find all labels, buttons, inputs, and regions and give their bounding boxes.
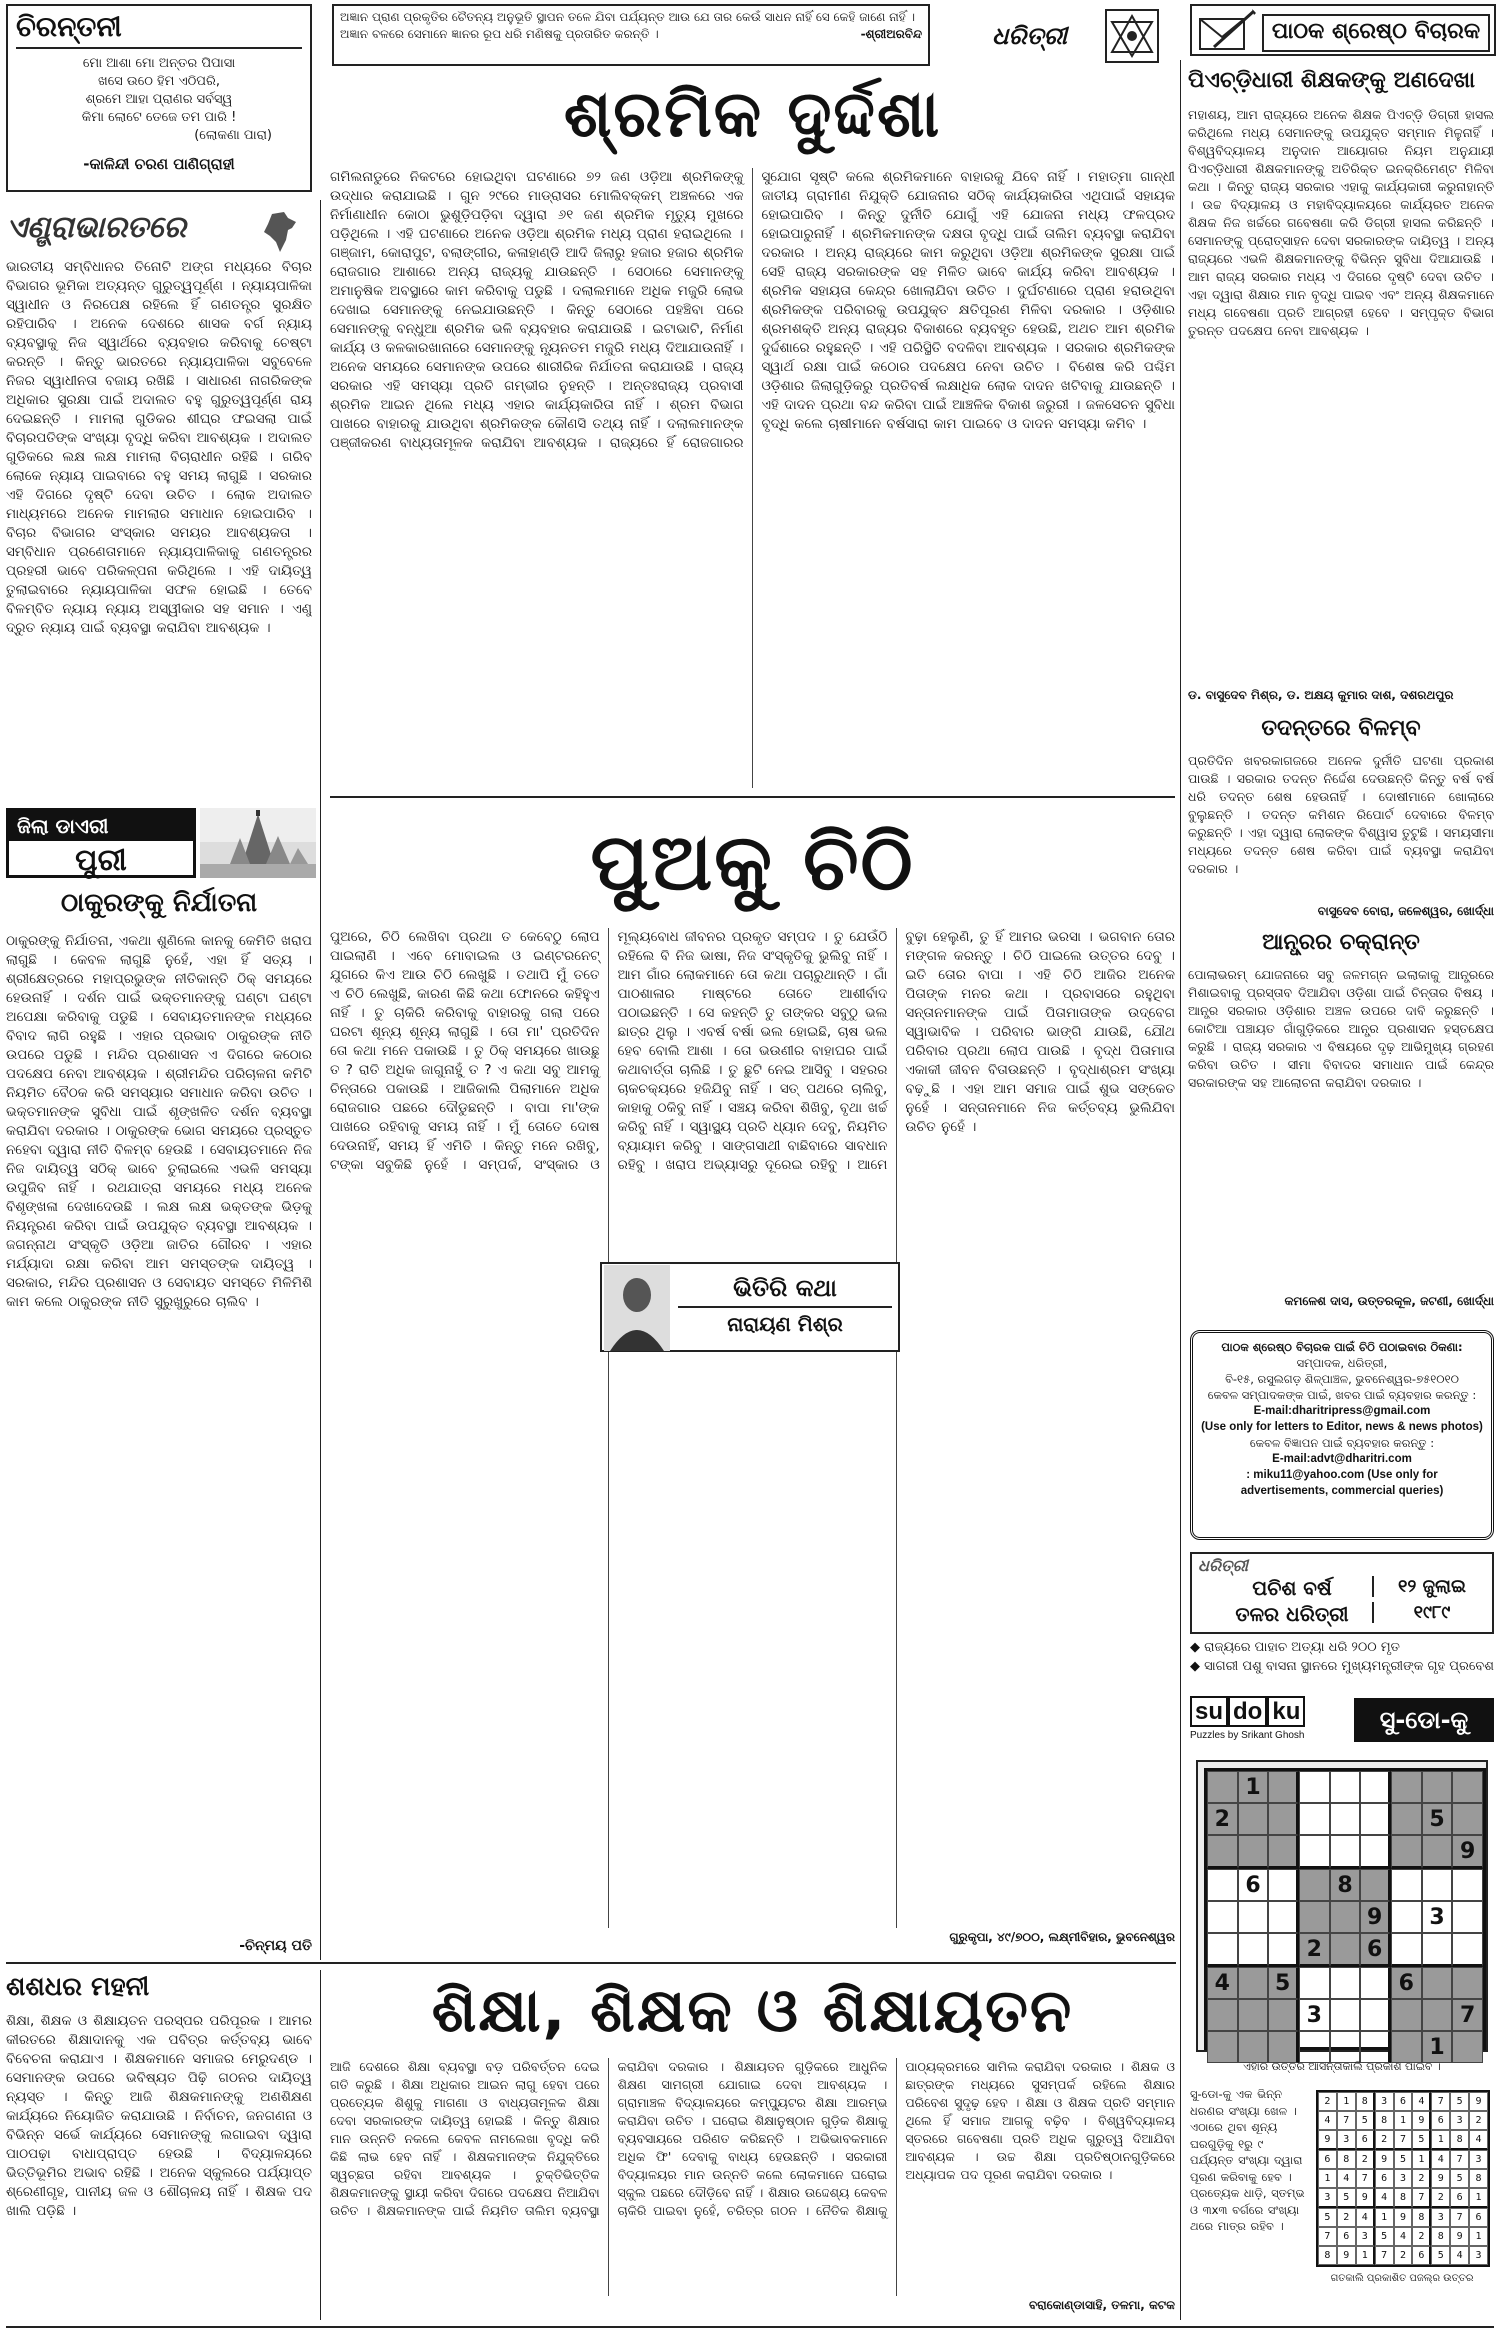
- masthead-logo-text: ଧରିତ୍ରୀ: [992, 22, 1067, 50]
- sudoku-solution-cell: 3: [1356, 2227, 1375, 2246]
- sudoku-solution-cell: 5: [1394, 2150, 1413, 2169]
- district-diary-body: ଠାକୁରଙ୍କୁ ନିର୍ଯାତନା, ଏକଥା ଶୁଣିଲେ କାନକୁ କେମିତି ଖରାପ ଲାଗୁଛି । କେବଳ ଲାଗୁଛି ନୁହେଁ, ଏହା ହିଁ ସତ୍ୟ । ଶ୍ରୀକ୍ଷେତ୍ରରେ ମହାପ୍ରଭୁଙ୍କ ନୀତିକାନ୍ତି ଠିକ୍ ସମୟରେ ହେଉନାହିଁ । ଦର୍ଶନ ପାଇଁ ଭକ୍ତମାନଙ୍କୁ ଘଣ୍ଟା ଘଣ୍ଟା ଅପେକ୍ଷା କରିବାକୁ ପଡୁଛି । ସେବାୟତମାନଙ୍କ ମଧ୍ୟରେ ବିବାଦ ଲାଗି ରହୁଛି । ଏହାର ପ୍ରଭାବ ଠାକୁରଙ୍କ ନୀତି ଉପରେ ପଡୁଛି । ମନ୍ଦିର ପ୍ରଶାସନ ଏ ଦିଗରେ କଠୋର ପଦକ୍ଷେପ ନେବା ଆବଶ୍ୟକ । ଶ୍ରୀମନ୍ଦିର ପରିଚାଳନା କମିଟି ନିୟମିତ ବୈଠକ କରି ସମସ୍ୟାର ସମାଧାନ କରିବା ଉଚିତ । ଭକ୍ତମାନଙ୍କ ସୁବିଧା ପାଇଁ ଶୃଙ୍ଖଳିତ ଦର୍ଶନ ବ୍ୟବସ୍ଥା କରାଯିବା ଦରକାର । ଠାକୁରଙ୍କ ଭୋଗ ସମୟରେ ପ୍ରସ୍ତୁତ ନହେବା ଦ୍ୱାରା ନୀତି ବିଳମ୍ବ ହେଉଛି । ସେବାୟତମାନେ ନିଜ ନିଜ ଦାୟିତ୍ୱ ସଠିକ୍ ଭାବେ ତୁଲାଇଲେ ଏଭଳି ସମସ୍ୟା ଉପୁଜିବ ନାହିଁ । ରଥଯାତ୍ରା ସମୟରେ ମଧ୍ୟ ଅନେକ ବିଶୃଙ୍ଖଳା ଦେଖାଦେଉଛି । ଲକ୍ଷ ଲକ୍ଷ ଭକ୍ତଙ୍କ ଭିଡ଼କୁ ନିୟନ୍ତ୍ରଣ କରିବା ପାଇଁ ଉପଯୁକ୍ତ ବ୍ୟବସ୍ଥା ଆବଶ୍ୟକ । ଜଗନ୍ନାଥ ସଂସ୍କୃତି ଓଡ଼ିଆ ଜାତିର ଗୌରବ । ଏହାର ମର୍ଯ୍ୟାଦା ରକ୍ଷା କରିବା ଆମ ସମସ୍ତଙ୍କ ଦାୟିତ୍ୱ । ସରକାର, ମନ୍ଦିର ପ୍ରଶାସନ ଓ ସେବାୟତ ସମସ୍ତେ ମିଳିମିଶି କାମ କଲେ ଠାକୁରଙ୍କ ନୀତି ସୁରୁଖୁରୁରେ ଚାଲିବ ।: [6, 933, 312, 1310]
- sudoku-solution-cell: 8: [1469, 2169, 1488, 2188]
- sudoku-solution-cell: 6: [1375, 2169, 1394, 2188]
- sudoku-cell[interactable]: [1268, 1771, 1299, 1803]
- sudoku-solution-cell: 7: [1450, 2150, 1469, 2169]
- sudoku-cell[interactable]: [1268, 1869, 1299, 1901]
- sudoku-credit: Puzzles by Srikant Ghosh: [1190, 1730, 1305, 1741]
- sudoku-solution-cell: 6: [1318, 2150, 1337, 2169]
- sudoku-solution-cell: 8: [1375, 2111, 1394, 2130]
- sudoku-solution-cell: 1: [1431, 2130, 1450, 2150]
- sudoku-cell[interactable]: [1422, 1933, 1453, 1967]
- article-divider: [330, 796, 1175, 798]
- article-3-body: ଆଜି ଦେଶରେ ଶିକ୍ଷା ବ୍ୟବସ୍ଥା ବଡ଼ ପରିବର୍ତ୍ତନ ଦେଇ ଗତି କରୁଛି । ଶିକ୍ଷା ଅଧିକାର ଆଇନ ଲାଗୁ ହେବା ପରେ ପ୍ରତ୍ୟେକ ଶିଶୁକୁ ମାଗଣା ଓ ବାଧ୍ୟତାମୂଳକ ଶିକ୍ଷା ଦେବା ସରକାରଙ୍କ ଦାୟିତ୍ୱ ହୋଇଛି । କିନ୍ତୁ ଶିକ୍ଷାର ମାନ ଉନ୍ନତି ନକଲେ କେବଳ ନାମଲେଖା ବୃଦ୍ଧି କରି କିଛି ଲାଭ ହେବ ନାହିଁ । ଶିକ୍ଷକମାନଙ୍କ ନିଯୁକ୍ତିରେ ସ୍ୱଚ୍ଛତା ରହିବା ଆବଶ୍ୟକ । ଚୁକ୍ତିଭିତ୍ତିକ ଶିକ୍ଷକମାନଙ୍କୁ ସ୍ଥାୟୀ କରିବା ଦିଗରେ ପଦକ୍ଷେପ ନିଆଯିବା ଉଚିତ । ଶିକ୍ଷକମାନଙ୍କ ପାଇଁ ନିୟମିତ ତାଲିମ ବ୍ୟବସ୍ଥା କରାଯିବା ଦରକାର । ଶିକ୍ଷାୟତନ ଗୁଡ଼ିକରେ ଆଧୁନିକ ଶିକ୍ଷଣ ସାମଗ୍ରୀ ଯୋଗାଇ ଦେବା ଆବଶ୍ୟକ । ଗ୍ରାମାଞ୍ଚଳ ବିଦ୍ୟାଳୟରେ କମ୍ପ୍ୟୁଟର ଶିକ୍ଷା ଆରମ୍ଭ କରାଯିବା ଉଚିତ । ଘରୋଇ ଶିକ୍ଷାନୁଷ୍ଠାନ ଗୁଡ଼ିକ ଶିକ୍ଷାକୁ ବ୍ୟବସାୟରେ ପରିଣତ କରିଛନ୍ତି । ଅଭିଭାବକମାନେ ଅଧିକ ଫି' ଦେବାକୁ ବାଧ୍ୟ ହେଉଛନ୍ତି । ସରକାରୀ ବିଦ୍ୟାଳୟର ମାନ ଉନ୍ନତି କଲେ ଲୋକମାନେ ଘରୋଇ ସ୍କୁଲ ପଛରେ ଦୌଡ଼ିବେ ନାହିଁ । ଶିକ୍ଷାର ଉଦ୍ଦେଶ୍ୟ କେବଳ ଚାକିରି ପାଇବା ନୁହେଁ, ଚରିତ୍ର ଗଠନ । ନୈତିକ ଶିକ୍ଷାକୁ ପାଠ୍ୟକ୍ରମରେ ସାମିଲ କରାଯିବା ଦରକାର । ଶିକ୍ଷକ ଓ ଛାତ୍ରଙ୍କ ମଧ୍ୟରେ ସୁସମ୍ପର୍କ ରହିଲେ ଶିକ୍ଷାର ପରିବେଶ ସୁଦୃଢ଼ ହେବ । ଶିକ୍ଷା ଓ ଶିକ୍ଷକ ପ୍ରତି ସମ୍ମାନ ଥିଲେ ହିଁ ସମାଜ ଆଗକୁ ବଢ଼ିବ । ବିଶ୍ୱବିଦ୍ୟାଳୟ ସ୍ତରରେ ଗବେଷଣା ପ୍ରତି ଅଧିକ ଗୁରୁତ୍ୱ ଦିଆଯିବା ଆବଶ୍ୟକ । ଉଚ୍ଚ ଶିକ୍ଷା ପ୍ରତିଷ୍ଠାନଗୁଡ଼ିକରେ ଅଧ୍ୟାପକ ପଦ ପୂରଣ କରାଯିବା ଦରକାର ।: [330, 2059, 1175, 2218]
- sudoku-solution-cell: 5: [1431, 2246, 1450, 2265]
- sudoku-header: [1190, 1698, 1494, 1750]
- sudoku-cell[interactable]: [1207, 1933, 1238, 1967]
- sudoku-cell[interactable]: [1238, 1967, 1269, 1999]
- contact-box: [1190, 1330, 1494, 1540]
- sudoku-solution-cell: 9: [1337, 2246, 1356, 2265]
- sudoku-cell[interactable]: 3: [1422, 1901, 1453, 1933]
- sudoku-cell[interactable]: 2: [1207, 1803, 1238, 1835]
- article-2-headline: ପୁଅକୁ ଚିଠି: [590, 818, 915, 908]
- sudoku-solution-cell: 9: [1450, 2227, 1469, 2246]
- sudoku-solution-cell: 2: [1412, 2227, 1431, 2246]
- sudoku-solution-cell: 6: [1412, 2246, 1431, 2265]
- poem-line: ଖସେ ଉଠେ ହିମ ଏଠିପରି,: [98, 74, 220, 89]
- sudoku-solution-cell: 2: [1337, 2208, 1356, 2227]
- article-2-body: ପୁଅରେ, ଚିଠି ଲେଖିବା ପ୍ରଥା ତ କେବେଠୁ ଲୋପ ପାଇଲାଣି । ଏବେ ମୋବାଇଲ ଓ ଇଣ୍ଟରନେଟ୍ ଯୁଗରେ କିଏ ଆଉ ଚିଠି ଲେଖୁଛି । ତଥାପି ମୁଁ ତତେ ଏ ଚିଠି ଲେଖୁଛି, କାରଣ କିଛି କଥା ଫୋନରେ କହିହୁଏ ନାହିଁ । ତୁ ଚାକିରି କରିବାକୁ ବାହାରକୁ ଗଲା ପରେ ଘରଟା ଶୂନ୍ୟ ଶୂନ୍ୟ ଲାଗୁଛି । ତୋ ମା' ପ୍ରତିଦିନ ତୋ କଥା ମନେ ପକାଉଛି । ତୁ ଠିକ୍ ସମୟରେ ଖାଉଛୁ ତ ? ରାତି ଅଧିକ ଜାଗୁନାହୁଁ ତ ? ଏ କଥା ସବୁ ଆମକୁ ଚିନ୍ତାରେ ପକାଉଛି । ଆଜିକାଲି ପିଲାମାନେ ଅଧିକ ରୋଜଗାର ପଛରେ ଦୌଡୁଛନ୍ତି । ବାପା ମା'ଙ୍କ ପାଖରେ ରହିବାକୁ ସମୟ ନାହିଁ । ମୁଁ ତୋତେ ଦୋଷ ଦେଉନାହିଁ, ସମୟ ହିଁ ଏମିତି । କିନ୍ତୁ ମନେ ରଖିବୁ, ଟଙ୍କା ସବୁକିଛି ନୁହେଁ । ସମ୍ପର୍କ, ସଂସ୍କାର ଓ ମୂଲ୍ୟବୋଧ ଜୀବନର ପ୍ରକୃତ ସମ୍ପଦ । ତୁ ଯେଉଁଠି ରହିଲେ ବି ନିଜ ଭାଷା, ନିଜ ସଂସ୍କୃତିକୁ ଭୁଲିବୁ ନାହିଁ । ଆମ ଗାଁର ଲୋକମାନେ ତୋ କଥା ପଚାରୁଥାନ୍ତି । ଗାଁ ପାଠଶାଳାର ମାଷ୍ଟରେ ତୋତେ ଆଶୀର୍ବାଦ ପଠାଇଛନ୍ତି । ସେ କହନ୍ତି ତୁ ତାଙ୍କର ସବୁଠୁ ଭଲ ଛାତ୍ର ଥିଲୁ । ଏବର୍ଷ ବର୍ଷା ଭଲ ହୋଇଛି, ଚାଷ ଭଲ ହେବ ବୋଲି ଆଶା । ତୋ ଭଉଣୀର ବାହାଘର ପାଇଁ କଥାବାର୍ତ୍ତା ଚାଲିଛି । ତୁ ଛୁଟି ନେଇ ଆସିବୁ । ସହରର ଚାକଚକ୍ୟରେ ହଜିଯିବୁ ନାହିଁ । ସତ୍ ପଥରେ ଚାଲିବୁ, କାହାକୁ ଠକିବୁ ନାହିଁ । ସଞ୍ଚୟ କରିବା ଶିଖିବୁ, ବୃଥା ଖର୍ଚ୍ଚ କରିବୁ ନାହିଁ । ସ୍ୱାସ୍ଥ୍ୟ ପ୍ରତି ଧ୍ୟାନ ଦେବୁ, ନିୟମିତ ବ୍ୟାୟାମ କରିବୁ । ସାଙ୍ଗସାଥୀ ବାଛିବାରେ ସାବଧାନ ରହିବୁ । ଖରାପ ଅଭ୍ୟାସରୁ ଦୂରେଇ ରହିବୁ । ଆମେ ବୁଢ଼ା ହେଲୁଣି, ତୁ ହିଁ ଆମର ଭରସା । ଭଗବାନ ତୋର ମଙ୍ଗଳ କରନ୍ତୁ । ଚିଠି ପାଇଲେ ଉତ୍ତର ଦେବୁ । ଇତି ତୋର ବାପା । ଏହି ଚିଠି ଆଜିର ଅନେକ ପିତାଙ୍କ ମନର କଥା । ପ୍ରବାସରେ ରହୁଥିବା ସନ୍ତାନମାନଙ୍କ ପାଇଁ ପିତାମାତାଙ୍କ ଉଦ୍‌ବେଗ ସ୍ୱାଭାବିକ । ପରିବାର ଭାଙ୍ଗି ଯାଉଛି, ଯୌଥ ପରିବାର ପ୍ରଥା ଲୋପ ପାଉଛି । ବୃଦ୍ଧ ପିତାମାତା ଏକାକୀ ଜୀବନ ବିତାଉଛନ୍ତି । ବୃଦ୍ଧାଶ୍ରମ ସଂଖ୍ୟା ବଢ଼ୁଛି । ଏହା ଆମ ସମାଜ ପାଇଁ ଶୁଭ ସଙ୍କେତ ନୁହେଁ । ସନ୍ତାନମାନେ ନିଜ କର୍ତ୍ତବ୍ୟ ଭୁଲିଯିବା ଉଚିତ ନୁହେଁ ।: [330, 929, 1175, 1173]
- article-2-address: ଗୁରୁକୃପା, ୪୯/୭୦୦, ଲକ୍ଷ୍ମୀବିହାର, ଭୁବନେଶ୍ୱର: [949, 1930, 1175, 1944]
- sudoku-solution-cell: 6: [1356, 2130, 1375, 2150]
- sudoku-solution-cell: 7: [1356, 2169, 1375, 2188]
- sudoku-solution-cell: 6: [1431, 2111, 1450, 2130]
- sudoku-solution-cell: 9: [1394, 2208, 1413, 2227]
- sudoku-cell[interactable]: [1330, 1771, 1361, 1803]
- sudoku-solution-cell: 4: [1412, 2092, 1431, 2111]
- district-diary-label: ଜିଲା ଡାଏରୀ: [9, 811, 193, 841]
- sudoku-cell[interactable]: [1391, 1835, 1422, 1869]
- sudoku-cell[interactable]: [1330, 1835, 1361, 1869]
- sudoku-solution-cell: 5: [1356, 2111, 1375, 2130]
- sudoku-cell[interactable]: 6: [1238, 1869, 1269, 1901]
- sudoku-solution-cell: 5: [1450, 2092, 1469, 2111]
- contact-line: ପାଠକ ଶ୍ରେଷ୍ଠ ବିଚାରକ ପାଇଁ ଚିଠି ପଠାଇବାର ଠିକଣା:: [1221, 1340, 1463, 1354]
- letter-2-author: ବାସୁଦେବ ବୋରା, ଜଳେଶ୍ୱର, ଖୋର୍ଦ୍ଧା: [1317, 904, 1494, 918]
- poem-line: କିମା ଲୋଟେ ତେଜେ ତମ ପାରି !: [81, 110, 237, 125]
- sudoku-cell[interactable]: [1299, 1771, 1330, 1803]
- sudoku-cell[interactable]: [1452, 1901, 1483, 1933]
- sudoku-cell[interactable]: 5: [1268, 1967, 1299, 1999]
- sudoku-solution-cell: 9: [1375, 2150, 1394, 2169]
- sudoku-solution-cell: 8: [1394, 2188, 1413, 2208]
- column-author-box: [600, 1262, 900, 1352]
- sudoku-cell[interactable]: [1299, 2031, 1330, 2063]
- sudoku-solution-cell: 3: [1450, 2111, 1469, 2130]
- sudoku-cell[interactable]: [1238, 1835, 1269, 1869]
- sudoku-solution-cell: 2: [1394, 2246, 1413, 2265]
- sudoku-cell[interactable]: [1268, 1835, 1299, 1869]
- sudoku-solution-cell: 6: [1337, 2227, 1356, 2246]
- contact-line: ସମ୍ପାଦକ, ଧରିତ୍ରୀ,: [1296, 1356, 1388, 1370]
- sudoku-solution-cell: 7: [1412, 2188, 1431, 2208]
- sudoku-solution-cell: 1: [1375, 2208, 1394, 2227]
- sudoku-solution-cell: 5: [1318, 2208, 1337, 2227]
- letter-2-headline: ତଦନ୍ତରେ ବିଳମ୍ବ: [1261, 716, 1421, 741]
- sudoku-brand-part: do: [1228, 1696, 1267, 1727]
- sudoku-cell[interactable]: [1360, 1835, 1391, 1869]
- archive-logo: ଧରିତ୍ରୀ: [1198, 1556, 1248, 1575]
- sudoku-cell[interactable]: [1299, 1835, 1330, 1869]
- sudoku-cell[interactable]: [1268, 1803, 1299, 1835]
- contact-note: (Use only for letters to Editor, news & news photos): [1201, 1421, 1483, 1433]
- sudoku-solution-cell: 7: [1394, 2130, 1413, 2150]
- sudoku-cell[interactable]: [1391, 2031, 1422, 2063]
- sudoku-cell[interactable]: [1330, 1901, 1361, 1933]
- sudoku-solution-cell: 1: [1469, 2188, 1488, 2208]
- sudoku-solution-cell: 5: [1450, 2169, 1469, 2188]
- poem-box-title: ଚିରନ୍ତନୀ: [16, 10, 302, 49]
- sudoku-solution-cell: 2: [1469, 2111, 1488, 2130]
- sudoku-cell[interactable]: [1391, 1901, 1422, 1933]
- sudoku-solution-cell: 8: [1318, 2246, 1337, 2265]
- contact-line: କେବଳ ବିଜ୍ଞାପନ ପାଇଁ ବ୍ୟବହାର କରନ୍ତୁ :: [1249, 1436, 1435, 1450]
- sudoku-cell[interactable]: [1360, 1967, 1391, 1999]
- sudoku-cell[interactable]: [1391, 1999, 1422, 2031]
- sudoku-cell[interactable]: 9: [1360, 1901, 1391, 1933]
- sudoku-cell[interactable]: [1238, 1901, 1269, 1933]
- poem-line: (ଲୋକଣା ପାରା): [194, 128, 272, 143]
- sudoku-cell[interactable]: 7: [1452, 1999, 1483, 2031]
- sudoku-cell[interactable]: [1299, 1901, 1330, 1933]
- sudoku-solution-cell: 4: [1394, 2227, 1413, 2246]
- sudoku-solution-cell: 1: [1318, 2169, 1337, 2188]
- sudoku-solution-cell: 4: [1337, 2169, 1356, 2188]
- sudoku-cell[interactable]: [1391, 1803, 1422, 1835]
- sudoku-cell[interactable]: [1452, 1967, 1483, 1999]
- letter-1-body: ମହାଶୟ, ଆମ ରାଜ୍ୟରେ ଅନେକ ଶିକ୍ଷକ ପିଏଚ୍‌ଡ଼ି ଡିଗ୍ରୀ ହାସଲ କରିଥିଲେ ମଧ୍ୟ ସେମାନଙ୍କୁ ଉପଯୁକ୍ତ ସମ୍ମାନ ମିଳୁନାହିଁ । ବିଶ୍ୱବିଦ୍ୟାଳୟ ଅନୁଦାନ ଆୟୋଗର ନିୟମ ଅନୁଯାୟୀ ପିଏଚ୍‌ଡ଼ିଧାରୀ ଶିକ୍ଷକମାନଙ୍କୁ ଅତିରିକ୍ତ ଇନକ୍ରିମେଣ୍ଟ ମିଳିବା କଥା । କିନ୍ତୁ ରାଜ୍ୟ ସରକାର ଏହାକୁ କାର୍ଯ୍ୟକାରୀ କରୁନାହାନ୍ତି । ଉଚ୍ଚ ବିଦ୍ୟାଳୟ ଓ ମହାବିଦ୍ୟାଳୟରେ କାର୍ଯ୍ୟରତ ଅନେକ ଶିକ୍ଷକ ନିଜ ଖର୍ଚ୍ଚରେ ଗବେଷଣା କରି ଡିଗ୍ରୀ ହାସଲ କରିଛନ୍ତି । ସେମାନଙ୍କୁ ପ୍ରୋତ୍ସାହନ ଦେବା ସରକାରଙ୍କ ଦାୟିତ୍ୱ । ଅନ୍ୟ ରାଜ୍ୟରେ ଏଭଳି ଶିକ୍ଷକମାନଙ୍କୁ ବିଭିନ୍ନ ସୁବିଧା ଦିଆଯାଉଛି । ଆମ ରାଜ୍ୟ ସରକାର ମଧ୍ୟ ଏ ଦିଗରେ ଦୃଷ୍ଟି ଦେବା ଉଚିତ । ଏହା ଦ୍ୱାରା ଶିକ୍ଷାର ମାନ ବୃଦ୍ଧି ପାଇବ ଏବଂ ଅନ୍ୟ ଶିକ୍ଷକମାନେ ମଧ୍ୟ ଗବେଷଣା ପ୍ରତି ଆଗ୍ରହୀ ହେବେ । ସମ୍ପୃକ୍ତ ବିଭାଗ ତୁରନ୍ତ ପଦକ୍ଷେପ ନେବା ଆବଶ୍ୟକ ।: [1188, 107, 1494, 338]
- letter-1-headline: ପିଏଚ୍‌ଡ଼ିଧାରୀ ଶିକ୍ଷକଙ୍କୁ ଅଣଦେଖା: [1188, 68, 1476, 93]
- sudoku-cell[interactable]: [1452, 1771, 1483, 1803]
- sudoku-cell[interactable]: [1330, 1999, 1361, 2031]
- sudoku-solution-cell: 8: [1412, 2208, 1431, 2227]
- masthead-logo: [984, 6, 1164, 68]
- sudoku-cell[interactable]: [1207, 1835, 1238, 1869]
- sudoku-solution-cell: 8: [1450, 2130, 1469, 2150]
- archive-box: [1190, 1552, 1494, 1634]
- sudoku-cell[interactable]: [1422, 1999, 1453, 2031]
- contact-line: ବି-୧୫, ରସୁଲଗଡ଼ ଶିଳ୍ପାଞ୍ଚଳ, ଭୁବନେଶ୍ୱର-୭୫୧୦୧୦: [1225, 1372, 1459, 1386]
- sudoku-solution-cell: 9: [1356, 2188, 1375, 2208]
- sudoku-cell[interactable]: [1207, 1869, 1238, 1901]
- article-divider: [6, 1962, 1176, 1964]
- sudoku-cell[interactable]: [1299, 1967, 1330, 1999]
- sudoku-cell[interactable]: 3: [1299, 1999, 1330, 2031]
- sudoku-cell[interactable]: [1360, 1999, 1391, 2031]
- sudoku-cell[interactable]: 2: [1299, 1933, 1330, 1967]
- temple-photo: [200, 808, 316, 878]
- sudoku-solution-cell: 1: [1394, 2111, 1413, 2130]
- sudoku-solution-cell: 2: [1356, 2150, 1375, 2169]
- sudoku-cell[interactable]: [1207, 1901, 1238, 1933]
- archive-line-2: ତଳର ଧରିତ୍ରୀ: [1235, 1602, 1349, 1626]
- article-1-body: ଗମିଲନାଡୁରେ ନିକଟରେ ହୋଇଥିବା ଘଟଣାରେ ୭୨ ଜଣ ଓଡ଼ିଆ ଶ୍ରମିକଙ୍କୁ ଉଦ୍ଧାର କରାଯାଇଛି । ଗୁନ ୨୯ରେ ମାଡ୍ରାସର ମୋଲିବକ୍କମ୍ ଅଞ୍ଚଳରେ ଏକ ନିର୍ମାଣାଧୀନ କୋଠା ଭୁଶୁଡ଼ିପଡ଼ିବା ଦ୍ୱାରା ୬୧ ଜଣ ଶ୍ରମିକ ମୃତ୍ୟୁ ମୁଖରେ ପଡ଼ିଥିଲେ । ଏହି ଘଟଣାରେ ଅନେକ ଓଡ଼ିଆ ଶ୍ରମିକ ମଧ୍ୟ ପ୍ରାଣ ହରାଇଥିଲେ । ଗଞ୍ଜାମ, କୋରାପୁଟ, ବଲାଙ୍ଗୀର, କଳାହାଣ୍ଡି ଆଦି ଜିଲାରୁ ହଜାର ହଜାର ଶ୍ରମିକ ରୋଜଗାର ଆଶାରେ ଅନ୍ୟ ରାଜ୍ୟକୁ ଯାଉଛନ୍ତି । ସେଠାରେ ସେମାନଙ୍କୁ ଅମାନୁଷିକ ଅବସ୍ଥାରେ କାମ କରିବାକୁ ପଡୁଛି । ଦଲାଲମାନେ ଅଧିକ ମଜୁରି ଲୋଭ ଦେଖାଇ ସେମାନଙ୍କୁ ନେଇଯାଉଛନ୍ତି । କିନ୍ତୁ ସେଠାରେ ପହଞ୍ଚିବା ପରେ ସେମାନଙ୍କୁ ବନ୍ଧୁଆ ଶ୍ରମିକ ଭଳି ବ୍ୟବହାର କରାଯାଉଛି । ଇଟାଭାଟି, ନିର୍ମାଣ କାର୍ଯ୍ୟ ଓ କଳକାରଖାନାରେ ସେମାନଙ୍କୁ ନ୍ୟୂନତମ ମଜୁରି ମଧ୍ୟ ଦିଆଯାଉନାହିଁ । ଅନେକ ସମୟରେ ସେମାନଙ୍କ ଉପରେ ଶାରୀରିକ ନିର୍ଯାତନା କରାଯାଉଛି । ରାଜ୍ୟ ସରକାର ଏହି ସମସ୍ୟା ପ୍ରତି ଗମ୍ଭୀର ନୁହନ୍ତି । ଅନ୍ତଃରାଜ୍ୟ ପ୍ରବାସୀ ଶ୍ରମିକ ଆଇନ ଥିଲେ ମଧ୍ୟ ଏହାର କାର୍ଯ୍ୟକାରିତା ନାହିଁ । ଶ୍ରମ ବିଭାଗ ପାଖରେ ବାହାରକୁ ଯାଉଥିବା ଶ୍ରମିକଙ୍କ କୌଣସି ତଥ୍ୟ ନାହିଁ । ଦଲାଲମାନଙ୍କ ପଞ୍ଜୀକରଣ ବାଧ୍ୟତାମୂଳକ କରାଯିବା ଆବଶ୍ୟକ । ରାଜ୍ୟରେ ହିଁ ରୋଜଗାରର ସୁଯୋଗ ସୃଷ୍ଟି କଲେ ଶ୍ରମିକମାନେ ବାହାରକୁ ଯିବେ ନାହିଁ । ମହାତ୍ମା ଗାନ୍ଧୀ ଜାତୀୟ ଗ୍ରାମୀଣ ନିଯୁକ୍ତି ଯୋଜନାର ସଠିକ୍ କାର୍ଯ୍ୟକାରିତା ଏଥିପାଇଁ ସହାୟକ ହୋଇପାରିବ । କିନ୍ତୁ ଦୁର୍ନୀତି ଯୋଗୁଁ ଏହି ଯୋଜନା ମଧ୍ୟ ଫଳପ୍ରଦ ହୋଇପାରୁନାହିଁ । ଶ୍ରମିକମାନଙ୍କ ଦକ୍ଷତା ବୃଦ୍ଧି ପାଇଁ ତାଲିମ ବ୍ୟବସ୍ଥା କରାଯିବା ଦରକାର । ଅନ୍ୟ ରାଜ୍ୟରେ କାମ କରୁଥିବା ଓଡ଼ିଆ ଶ୍ରମିକଙ୍କ ସୁରକ୍ଷା ପାଇଁ ସେହି ରାଜ୍ୟ ସରକାରଙ୍କ ସହ ମିଳିତ ଭାବେ କାର୍ଯ୍ୟ କରିବା ଆବଶ୍ୟକ । ଶ୍ରମିକ ସହାୟତା କେନ୍ଦ୍ର ଖୋଲାଯିବା ଉଚିତ । ଦୁର୍ଘଟଣାରେ ପ୍ରାଣ ହରାଉଥିବା ଶ୍ରମିକଙ୍କ ପରିବାରକୁ ଉପଯୁକ୍ତ କ୍ଷତିପୂରଣ ମିଳିବା ଦରକାର । ଓଡ଼ିଶାର ଶ୍ରମଶକ୍ତି ଅନ୍ୟ ରାଜ୍ୟର ବିକାଶରେ ବ୍ୟବହୃତ ହେଉଛି, ଅଥଚ ଆମ ଶ୍ରମିକ ଦୁର୍ଦ୍ଦଶାରେ ରହୁଛନ୍ତି । ଏହି ପରିସ୍ଥିତି ବଦଳିବା ଆବଶ୍ୟକ । ସରକାର ଶ୍ରମିକଙ୍କ ସ୍ୱାର୍ଥ ରକ୍ଷା ପାଇଁ କଠୋର ପଦକ୍ଷେପ ନେବା ଉଚିତ । ବିଶେଷ କରି ପଶ୍ଚିମ ଓଡ଼ିଶାର ଜିଲାଗୁଡ଼ିକରୁ ପ୍ରତିବର୍ଷ ଲକ୍ଷାଧିକ ଲୋକ ଦାଦନ ଖଟିବାକୁ ଯାଉଛନ୍ତି । ଏହି ଦାଦନ ପ୍ରଥା ବନ୍ଦ କରିବା ପାଇଁ ଆଞ୍ଚଳିକ ବିକାଶ ଜରୁରୀ । ଜଳସେଚନ ସୁବିଧା ବୃଦ୍ଧି କଲେ ଚାଷୀମାନେ ବର୍ଷସାରା କାମ ପାଇବେ ଓ ଦାଦନ ସମସ୍ୟା କମିବ ।: [330, 169, 1175, 451]
- sudoku-cell[interactable]: 1: [1422, 2031, 1453, 2063]
- column-author-name: ନାରାୟଣ ମିଶ୍ର: [727, 1312, 843, 1336]
- letter-3-author: କମଳେଶ ଦାସ, ଉତ୍ତରକୂଳ, ଜଟଣୀ, ଖୋର୍ଦ୍ଧା: [1284, 1294, 1494, 1308]
- sudoku-cell[interactable]: 8: [1330, 1869, 1361, 1901]
- letter-3-headline: ଆନ୍ଧ୍ରର ଚକ୍ରାନ୍ତ: [1262, 930, 1420, 955]
- sudoku-cell[interactable]: [1452, 1933, 1483, 1967]
- sudoku-solution-cell: 3: [1375, 2092, 1394, 2111]
- sudoku-cell[interactable]: [1360, 2031, 1391, 2063]
- sudoku-cell[interactable]: 5: [1422, 1803, 1453, 1835]
- sudoku-cell[interactable]: [1238, 1803, 1269, 1835]
- sudoku-cell[interactable]: [1330, 1967, 1361, 1999]
- sudoku-brand-part: su: [1190, 1696, 1228, 1727]
- sudoku-solution-cell: 6: [1394, 2092, 1413, 2111]
- sudoku-solution-cell: 3: [1337, 2130, 1356, 2150]
- sudoku-cell[interactable]: 6: [1360, 1933, 1391, 1967]
- sudoku-cell[interactable]: [1391, 1933, 1422, 1967]
- sudoku-cell[interactable]: [1422, 1835, 1453, 1869]
- sudoku-solution-cell: 2: [1375, 2130, 1394, 2150]
- sudoku-puzzle-frame: [1196, 1760, 1488, 2060]
- column-divider: [320, 1970, 321, 2320]
- readers-header-banner: [1190, 4, 1496, 56]
- letter-2-body: ପ୍ରତିଦିନ ଖବରକାଗଜରେ ଅନେକ ଦୁର୍ନୀତି ଘଟଣା ପ୍ରକାଶ ପାଉଛି । ସରକାର ତଦନ୍ତ ନିର୍ଦ୍ଦେଶ ଦେଉଛନ୍ତି କିନ୍ତୁ ବର୍ଷ ବର୍ଷ ଧରି ତଦନ୍ତ ଶେଷ ହେଉନାହିଁ । ଦୋଷୀମାନେ ଖୋଲାରେ ବୁଲୁଛନ୍ତି । ତଦନ୍ତ କମିଶନ ରିପୋର୍ଟ ଦେବାରେ ବିଳମ୍ବ କରୁଛନ୍ତି । ଏହା ଦ୍ୱାରା ଲୋକଙ୍କ ବିଶ୍ୱାସ ତୁଟୁଛି । ସମୟସୀମା ମଧ୍ୟରେ ତଦନ୍ତ ଶେଷ କରିବା ପାଇଁ ବ୍ୟବସ୍ଥା କରାଯିବା ଦରକାର ।: [1188, 753, 1494, 876]
- sudoku-solution-cell: 5: [1337, 2188, 1356, 2208]
- sudoku-brand: [1190, 1698, 1305, 1726]
- sudoku-cell[interactable]: 6: [1391, 1967, 1422, 1999]
- sidebar-article-body: ଭାରତୀୟ ସମ୍ବିଧାନର ତିନୋଟି ଅଙ୍ଗ ମଧ୍ୟରେ ବିଚାର ବିଭାଗର ଭୂମିକା ଅତ୍ୟନ୍ତ ଗୁରୁତ୍ୱପୂର୍ଣ୍ଣ । ନ୍ୟାୟପାଳିକା ସ୍ୱାଧୀନ ଓ ନିରପେକ୍ଷ ରହିଲେ ହିଁ ଗଣତନ୍ତ୍ର ସୁରକ୍ଷିତ ରହିପାରିବ । ଅନେକ ଦେଶରେ ଶାସକ ବର୍ଗ ନ୍ୟାୟ ବ୍ୟବସ୍ଥାକୁ ନିଜ ସ୍ୱାର୍ଥରେ ବ୍ୟବହାର କରିବାକୁ ଚେଷ୍ଟା କରନ୍ତି । କିନ୍ତୁ ଭାରତରେ ନ୍ୟାୟପାଳିକା ସବୁବେଳେ ନିଜର ସ୍ୱାଧୀନତା ବଜାୟ ରଖିଛି । ସାଧାରଣ ନାଗରିକଙ୍କ ଅଧିକାର ସୁରକ୍ଷା ପାଇଁ ଅଦାଲତ ବହୁ ଗୁରୁତ୍ୱପୂର୍ଣ୍ଣ ରାୟ ଦେଇଛନ୍ତି । ମାମଲା ଗୁଡିକର ଶୀଘ୍ର ଫଇସଲା ପାଇଁ ବିଚାରପତିଙ୍କ ସଂଖ୍ୟା ବୃଦ୍ଧି କରିବା ଆବଶ୍ୟକ । ଅଦାଲତ ଗୁଡିକରେ ଲକ୍ଷ ଲକ୍ଷ ମାମଲା ବିଚାରାଧୀନ ରହିଛି । ଗରିବ ଲୋକେ ନ୍ୟାୟ ପାଇବାରେ ବହୁ ସମୟ ଲାଗୁଛି । ସରକାର ଏହି ଦିଗରେ ଦୃଷ୍ଟି ଦେବା ଉଚିତ । ଲୋକ ଅଦାଲତ ମାଧ୍ୟମରେ ଅନେକ ମାମଲାର ସମାଧାନ ହୋଇପାରିବ । ବିଚାର ବିଭାଗର ସଂସ୍କାର ସମୟର ଆବଶ୍ୟକତା । ସମ୍ବିଧାନ ପ୍ରଣେତାମାନେ ନ୍ୟାୟପାଳିକାକୁ ଗଣତନ୍ତ୍ରର ପ୍ରହରୀ ଭାବେ ପରିକଳ୍ପନା କରିଥିଲେ । ଏହି ଦାୟିତ୍ୱ ତୁଲାଇବାରେ ନ୍ୟାୟପାଳିକା ସଫଳ ହୋଇଛି । ତେବେ ବିଳମ୍ବିତ ନ୍ୟାୟ ନ୍ୟାୟ ଅସ୍ୱୀକାର ସହ ସମାନ । ଏଣୁ ଦ୍ରୁତ ନ୍ୟାୟ ପାଇଁ ବ୍ୟବସ୍ଥା କରାଯିବା ଆବଶ୍ୟକ ।: [6, 259, 312, 636]
- emblem-icon: [1104, 8, 1160, 64]
- sudoku-solution-cell: 1: [1337, 2092, 1356, 2111]
- poem-line: ଶ୍ରମେ ଆହା ପ୍ରାଣର ସର୍ବସ୍ୱ: [85, 92, 233, 107]
- sudoku-cell[interactable]: [1299, 1803, 1330, 1835]
- readers-header-title: ପାଠକ ଶ୍ରେଷ୍ଠ ବିଚାରକ: [1262, 14, 1490, 52]
- sudoku-solution-cell: 4: [1450, 2246, 1469, 2265]
- sudoku-solution-cell: 2: [1318, 2092, 1337, 2111]
- sudoku-cell[interactable]: [1330, 1803, 1361, 1835]
- sudoku-cell[interactable]: [1207, 2031, 1238, 2063]
- sudoku-solution-cell: 4: [1469, 2130, 1488, 2150]
- sudoku-solution-cell: 8: [1356, 2092, 1375, 2111]
- sudoku-solution-cell: 5: [1375, 2227, 1394, 2246]
- column-divider: [320, 200, 321, 1960]
- sudoku-cell[interactable]: [1207, 1999, 1238, 2031]
- sudoku-cell[interactable]: [1268, 1901, 1299, 1933]
- letter-3-body: ପୋଲାଭରମ୍ ଯୋଜନାରେ ସବୁ ଜଳମଗ୍ନ ଇଲାକାକୁ ଆନ୍ଧ୍ରରେ ମିଶାଇବାକୁ ପ୍ରସ୍ତାବ ଦିଆଯିବା ଓଡ଼ିଶା ପାଇଁ ଚିନ୍ତାର ବିଷୟ । ଆନ୍ଧ୍ର ସରକାର ଓଡ଼ିଶାର ଅଞ୍ଚଳ ଉପରେ ଦାବି କରୁଛନ୍ତି । କୋଟିଆ ପଞ୍ଚାୟତ ଗାଁଗୁଡ଼ିକରେ ଆନ୍ଧ୍ର ପ୍ରଶାସନ ହସ୍ତକ୍ଷେପ କରୁଛି । ରାଜ୍ୟ ସରକାର ଏ ବିଷୟରେ ଦୃଢ଼ ଆଭିମୁଖ୍ୟ ଗ୍ରହଣ କରିବା ଉଚିତ । ସୀମା ବିବାଦର ସମାଧାନ ପାଇଁ କେନ୍ଦ୍ର ସରକାରଙ୍କ ସହ ଆଲୋଚନା କରାଯିବା ଦରକାର ।: [1188, 967, 1494, 1090]
- poem-author: -କାଳିନ୍ଦୀ ଚରଣ ପାଣିଗ୍ରାହୀ: [83, 155, 235, 173]
- contact-note: advertisements, commercial queries): [1240, 1485, 1444, 1497]
- sudoku-solution-cell: 2: [1412, 2169, 1431, 2188]
- advert-email-link-2[interactable]: : miku11@yahoo.com (Use only for: [1246, 1469, 1438, 1481]
- sudoku-cell[interactable]: [1452, 1803, 1483, 1835]
- sudoku-solution-cell: 1: [1412, 2150, 1431, 2169]
- top-left-poem-box: [6, 4, 312, 192]
- sudoku-solution-cell: 4: [1431, 2150, 1450, 2169]
- sudoku-solution-cell: 9: [1412, 2111, 1431, 2130]
- sudoku-caption: ଏହାର ଉତ୍ତର ଆସନ୍ତାକାଲି ପ୍ରକାଶ ପାଇବ ।: [1243, 2060, 1441, 2073]
- letter-1-author: ଡ. ବାସୁଦେବ ମିଶ୍ର, ଡ. ଅକ୍ଷୟ କୁମାର ଦାଶ, ଦଶରଥପୁର: [1188, 688, 1454, 702]
- column-divider: [1180, 60, 1181, 2320]
- sudoku-solution-cell: 8: [1431, 2227, 1450, 2246]
- sudoku-grid[interactable]: [1204, 1768, 1486, 2060]
- sudoku-solution-cell: 5: [1412, 2130, 1431, 2150]
- sudoku-solution-cell: 6: [1469, 2208, 1488, 2227]
- top-quote-box: [332, 4, 930, 66]
- archive-bullet-text: ରାଜ୍ୟରେ ପାହାଚ ଅତ୍ୟା ଧରି ୨୦୦ ମୃତ: [1204, 1640, 1400, 1655]
- sudoku-cell[interactable]: [1268, 1999, 1299, 2031]
- sudoku-title: ସୁ-ଡୋ-କୁ: [1354, 1698, 1494, 1742]
- page-bottom-rule: [6, 2326, 1494, 2328]
- sudoku-cell[interactable]: [1330, 2031, 1361, 2063]
- sudoku-cell[interactable]: [1452, 1869, 1483, 1901]
- editor-email-link[interactable]: E-mail:dharitripress@gmail.com: [1253, 1405, 1431, 1417]
- sudoku-cell[interactable]: [1360, 1803, 1391, 1835]
- poem-lines: [16, 55, 302, 145]
- column-label: ଭିତିରି କଥା: [678, 1270, 892, 1308]
- sudoku-solution-cell: 1: [1469, 2227, 1488, 2246]
- sudoku-cell[interactable]: [1238, 2031, 1269, 2063]
- sudoku-solution-cell: 7: [1375, 2246, 1394, 2265]
- india-map-icon: [258, 210, 302, 254]
- sudoku-cell[interactable]: [1422, 1967, 1453, 1999]
- sidebar-section-header: [6, 210, 312, 254]
- sudoku-solution-cell: 8: [1337, 2150, 1356, 2169]
- sudoku-cell[interactable]: [1422, 1771, 1453, 1803]
- sudoku-cell[interactable]: [1238, 1933, 1269, 1967]
- sudoku-cell[interactable]: [1360, 1771, 1391, 1803]
- sudoku-cell[interactable]: [1391, 1869, 1422, 1901]
- sudoku-brand-part: ku: [1267, 1696, 1305, 1727]
- sudoku-solution-cell: 4: [1356, 2208, 1375, 2227]
- sudoku-solution-cell: 7: [1318, 2227, 1337, 2246]
- sudoku-cell[interactable]: [1452, 2031, 1483, 2063]
- article-3-headline: ଶିକ୍ଷା, ଶିକ୍ଷକ ଓ ଶିକ୍ଷାୟତନ: [431, 1976, 1074, 2046]
- sudoku-cell[interactable]: [1238, 1999, 1269, 2031]
- archive-bullet: ◆ ରାଜ୍ୟରେ ପାହାଚ ଅତ୍ୟା ଧରି ୨୦୦ ମୃତ: [1190, 1640, 1400, 1655]
- sudoku-cell[interactable]: [1422, 1869, 1453, 1901]
- bottom-left-body: ଶିକ୍ଷା, ଶିକ୍ଷକ ଓ ଶିକ୍ଷାୟତନ ପରସ୍ପର ପରିପୂରକ । ଆମର କୀରତରେ ଶିକ୍ଷାଦାନକୁ ଏକ ପବିତ୍ର କର୍ତ୍ତବ୍ୟ ଭାବେ ବିବେଚନା କରାଯାଏ । ଶିକ୍ଷକମାନେ ସମାଜର ମେରୁଦଣ୍ଡ । ସେମାନଙ୍କ ଉପରେ ଭବିଷ୍ୟତ ପିଢ଼ି ଗଠନର ଦାୟିତ୍ୱ ନ୍ୟସ୍ତ । କିନ୍ତୁ ଆଜି ଶିକ୍ଷକମାନଙ୍କୁ ଅଣଶିକ୍ଷଣ କାର୍ଯ୍ୟରେ ନିୟୋଜିତ କରାଯାଉଛି । ନିର୍ବାଚନ, ଜନଗଣନା ଓ ବିଭିନ୍ନ ସର୍ଭେ କାର୍ଯ୍ୟରେ ସେମାନଙ୍କୁ ଲଗାଇବା ଦ୍ୱାରା ପାଠପଢ଼ା ବାଧାପ୍ରାପ୍ତ ହେଉଛି । ବିଦ୍ୟାଳୟରେ ଭିତ୍ତିଭୂମିର ଅଭାବ ରହିଛି । ଅନେକ ସ୍କୁଲରେ ପର୍ଯ୍ୟାପ୍ତ ଶ୍ରେଣୀଗୃହ, ପାନୀୟ ଜଳ ଓ ଶୌଚାଳୟ ନାହିଁ । ଶିକ୍ଷକ ପଦ ଖାଲି ପଡ଼ିଛି ।: [6, 2013, 312, 2219]
- sudoku-solution-cell: 9: [1469, 2092, 1488, 2111]
- district-diary-author: -ଚିନ୍ମୟ ପତି: [239, 1938, 312, 1954]
- sudoku-solution-cell: 3: [1431, 2208, 1450, 2227]
- advert-email-link[interactable]: E-mail:advt@dharitri.com: [1272, 1453, 1412, 1465]
- archive-date-1: ୧୨ ଜୁଲାଇ: [1372, 1576, 1490, 1597]
- archive-date-2: ୧୯୮୯: [1372, 1602, 1490, 1623]
- sudoku-solution-cell: 1: [1356, 2246, 1375, 2265]
- article-1-headline: ଶ୍ରମିକ ଦୁର୍ଦ୍ଦଶା: [563, 78, 942, 152]
- sudoku-cell[interactable]: [1268, 1933, 1299, 1967]
- archive-line-1: ପଚିଶ ବର୍ଷ: [1252, 1576, 1332, 1600]
- article-3-address: ବରାକୋଣ୍ଡାସାହି, ତଳମା, କଟକ: [1028, 2298, 1175, 2312]
- sudoku-solution-cell: 9: [1431, 2169, 1450, 2188]
- sudoku-solution-cell: 7: [1431, 2092, 1450, 2111]
- sudoku-cell[interactable]: [1360, 1869, 1391, 1901]
- quote-author: -ଶ୍ରୀଅରବିନ୍ଦ: [860, 27, 922, 41]
- sudoku-cell[interactable]: 9: [1452, 1835, 1483, 1869]
- sudoku-cell[interactable]: [1207, 1771, 1238, 1803]
- sudoku-solution-cell: 2: [1431, 2188, 1450, 2208]
- sudoku-solution-grid: [1316, 2090, 1490, 2267]
- archive-bullet: ◆ ସାଗରୀ ପଶୁ ବାସନା ସ୍ଥାନରେ ମୁଖ୍ୟମନ୍ତ୍ରୀଙ୍କ ଗୃହ ପ୍ରବେଶ: [1190, 1659, 1494, 1674]
- sudoku-solution-caption: ଗତକାଲି ପ୍ରକାଶିତ ପଜଲ୍‌ର ଉତ୍ତର: [1330, 2273, 1474, 2284]
- quote-text: ଅଜ୍ଞାନ ପ୍ରାଣ ପ୍ରକୃତିର ଚୈତନ୍ୟ ଅନୁଭୂତି ସ୍ଥାପନ ତଳେ ଯିବା ପର୍ଯ୍ୟନ୍ତ ଆଉ ଯେ ତାର କେଉଁ ସାଧନ ନାହିଁ ସେ କେହି ଜାଣେ ନାହିଁ । ଅଜ୍ଞାନ ବଳରେ ସେମାନେ ଜ୍ଞାନର ରୂପ ଧରି ମଣିଷକୁ ପ୍ରତାରିତ କରନ୍ତି ।: [340, 10, 915, 41]
- sidebar-section-title: ଏଣ୍ଡ୍ରାଭାରତରେ: [6, 210, 186, 245]
- sudoku-cell[interactable]: 4: [1207, 1967, 1238, 1999]
- archive-bullet-list: [1190, 1638, 1494, 1682]
- district-diary-headline: ଠାକୁରଙ୍କୁ ନିର୍ଯାତନା: [60, 888, 258, 918]
- sudoku-cell[interactable]: [1299, 1869, 1330, 1901]
- sudoku-solution-cell: 3: [1469, 2246, 1488, 2265]
- sudoku-solution-frame: [1316, 2090, 1488, 2284]
- sudoku-solution-cell: 9: [1318, 2130, 1337, 2150]
- archive-bullet-text: ସାଗରୀ ପଶୁ ବାସନା ସ୍ଥାନରେ ମୁଖ୍ୟମନ୍ତ୍ରୀଙ୍କ ଗୃହ ପ୍ରବେଶ: [1204, 1659, 1494, 1674]
- pen-letter-icon: [1194, 7, 1258, 55]
- sudoku-cell[interactable]: 1: [1238, 1771, 1269, 1803]
- bottom-left-title: ଶଶଧର ମହନୀ: [6, 1972, 150, 2002]
- sudoku-solution-cell: 7: [1337, 2111, 1356, 2130]
- district-diary-label-box: [6, 808, 196, 878]
- sudoku-solution-cell: 7: [1450, 2208, 1469, 2227]
- contact-line: କେବଳ ସମ୍ପାଦକଙ୍କ ପାଇଁ, ଖବର ପାଇଁ ବ୍ୟବହାର କରନ୍ତୁ :: [1207, 1388, 1477, 1402]
- sudoku-solution-cell: 4: [1375, 2188, 1394, 2208]
- sudoku-solution-cell: 3: [1318, 2188, 1337, 2208]
- sudoku-rules: ସୁ-ଡୋ-କୁ ଏକ ଭିନ୍ନ ଧରଣର ସଂଖ୍ୟା ଖେଳ । ଏଠାରେ ଥିବା ଶୂନ୍ୟ ଘରଗୁଡ଼ିକୁ ୧ରୁ ୯ ପର୍ଯ୍ୟନ୍ତ ସଂଖ୍ୟା ଦ୍ୱାରା ପୂରଣ କରିବାକୁ ହେବ । ପ୍ରତ୍ୟେକ ଧାଡ଼ି, ସ୍ତମ୍ଭ ଓ ୩x୩ ବର୍ଗରେ ସଂଖ୍ୟା ଥରେ ମାତ୍ର ରହିବ ।: [1190, 2087, 1305, 2233]
- poem-line: ମୋ ଆଶା ମୋ ଅନ୍ତର ପିପାସା: [82, 56, 236, 71]
- sudoku-solution-cell: 3: [1469, 2150, 1488, 2169]
- sudoku-solution-cell: 3: [1394, 2169, 1413, 2188]
- district-diary-name: ପୁରୀ: [75, 843, 127, 878]
- sudoku-solution-cell: 6: [1450, 2188, 1469, 2208]
- author-photo: [604, 1265, 670, 1351]
- sudoku-cell[interactable]: [1391, 1771, 1422, 1803]
- sudoku-cell[interactable]: [1330, 1933, 1361, 1967]
- sudoku-cell[interactable]: [1268, 2031, 1299, 2063]
- sudoku-solution-cell: 4: [1318, 2111, 1337, 2130]
